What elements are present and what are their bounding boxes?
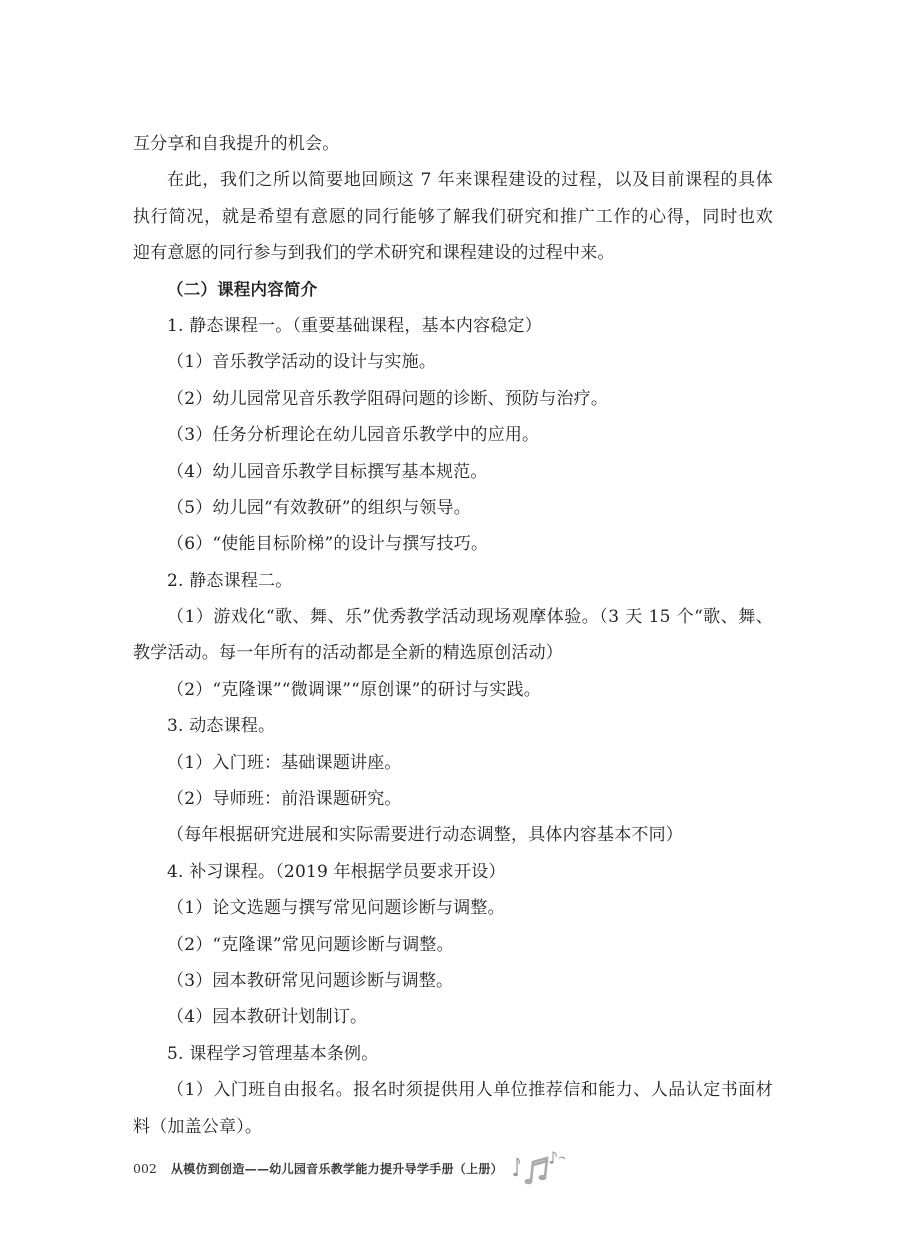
list-item: （5）幼儿园“有效教研”的组织与领导。 xyxy=(167,497,471,518)
list-item: （3）任务分析理论在幼儿园音乐教学中的应用。 xyxy=(167,425,540,446)
list-item: （2）导师班：前沿课题研究。 xyxy=(167,789,402,810)
list-item: 料（加盖公章）。 xyxy=(133,1116,263,1137)
list-item: （1）音乐教学活动的设计与实施。 xyxy=(167,352,437,373)
list-item: （1）游戏化“歌、舞、乐”优秀教学活动现场观摩体验。（3 天 15 个“歌、舞、 xyxy=(167,607,773,628)
list-item: 教学活动。每一年所有的活动都是全新的精选原创活动） xyxy=(133,643,563,664)
section-heading: （二）课程内容简介 xyxy=(167,279,318,299)
list-item: （2）“克隆课”常见问题诊断与调整。 xyxy=(167,934,454,955)
list-item: （4）园本教研计划制订。 xyxy=(167,1007,368,1028)
list-item: 5. 课程学习管理基本条例。 xyxy=(167,1043,379,1064)
list-item: 1. 静态课程一。（重要基础课程，基本内容稳定） xyxy=(167,315,542,336)
list-item: （2）幼儿园常见音乐教学阻碍问题的诊断、预防与治疗。 xyxy=(167,388,609,409)
paragraph-line: 迎有意愿的同行参与到我们的学术研究和课程建设的过程中来。 xyxy=(133,243,615,264)
list-item: （3）园本教研常见问题诊断与调整。 xyxy=(167,970,454,991)
paragraph-continuation: 互分享和自我提升的机会。 xyxy=(133,134,340,154)
list-item: （6）“使能目标阶梯”的设计与撰写技巧。 xyxy=(167,534,489,555)
list-item: 4. 补习课程。（2019 年根据学员要求开设） xyxy=(167,861,506,882)
list-item: 3. 动态课程。 xyxy=(167,716,276,737)
list-item: （每年根据研究进展和实际需要进行动态调整，具体内容基本不同） xyxy=(167,825,683,846)
page-number: 002 xyxy=(133,1160,157,1176)
music-notes-icon xyxy=(513,1148,567,1188)
list-item: （1）入门班：基础课题讲座。 xyxy=(167,752,402,773)
list-item: （1）入门班自由报名。报名时须提供用人单位推荐信和能力、人品认定书面材 xyxy=(167,1080,773,1101)
list-item: （2）“克隆课”“微调课”“原创课”的研讨与实践。 xyxy=(167,679,541,700)
page-footer xyxy=(133,1148,567,1188)
paragraph-line: 执行简况，就是希望有意愿的同行能够了解我们研究和推广工作的心得，同时也欢 xyxy=(133,206,773,227)
list-item: 2. 静态课程二。 xyxy=(167,570,293,591)
paragraph-line: 在此，我们之所以简要地回顾这 7 年来课程建设的过程，以及目前课程的具体 xyxy=(167,170,773,191)
list-item: （4）幼儿园音乐教学目标撰写基本规范。 xyxy=(167,461,488,482)
body-text xyxy=(133,126,773,1145)
list-item: （1）论文选题与撰写常见问题诊断与调整。 xyxy=(167,898,505,919)
running-title: 从模仿到创造——幼儿园音乐教学能力提升导学手册（上册） xyxy=(170,1161,503,1176)
